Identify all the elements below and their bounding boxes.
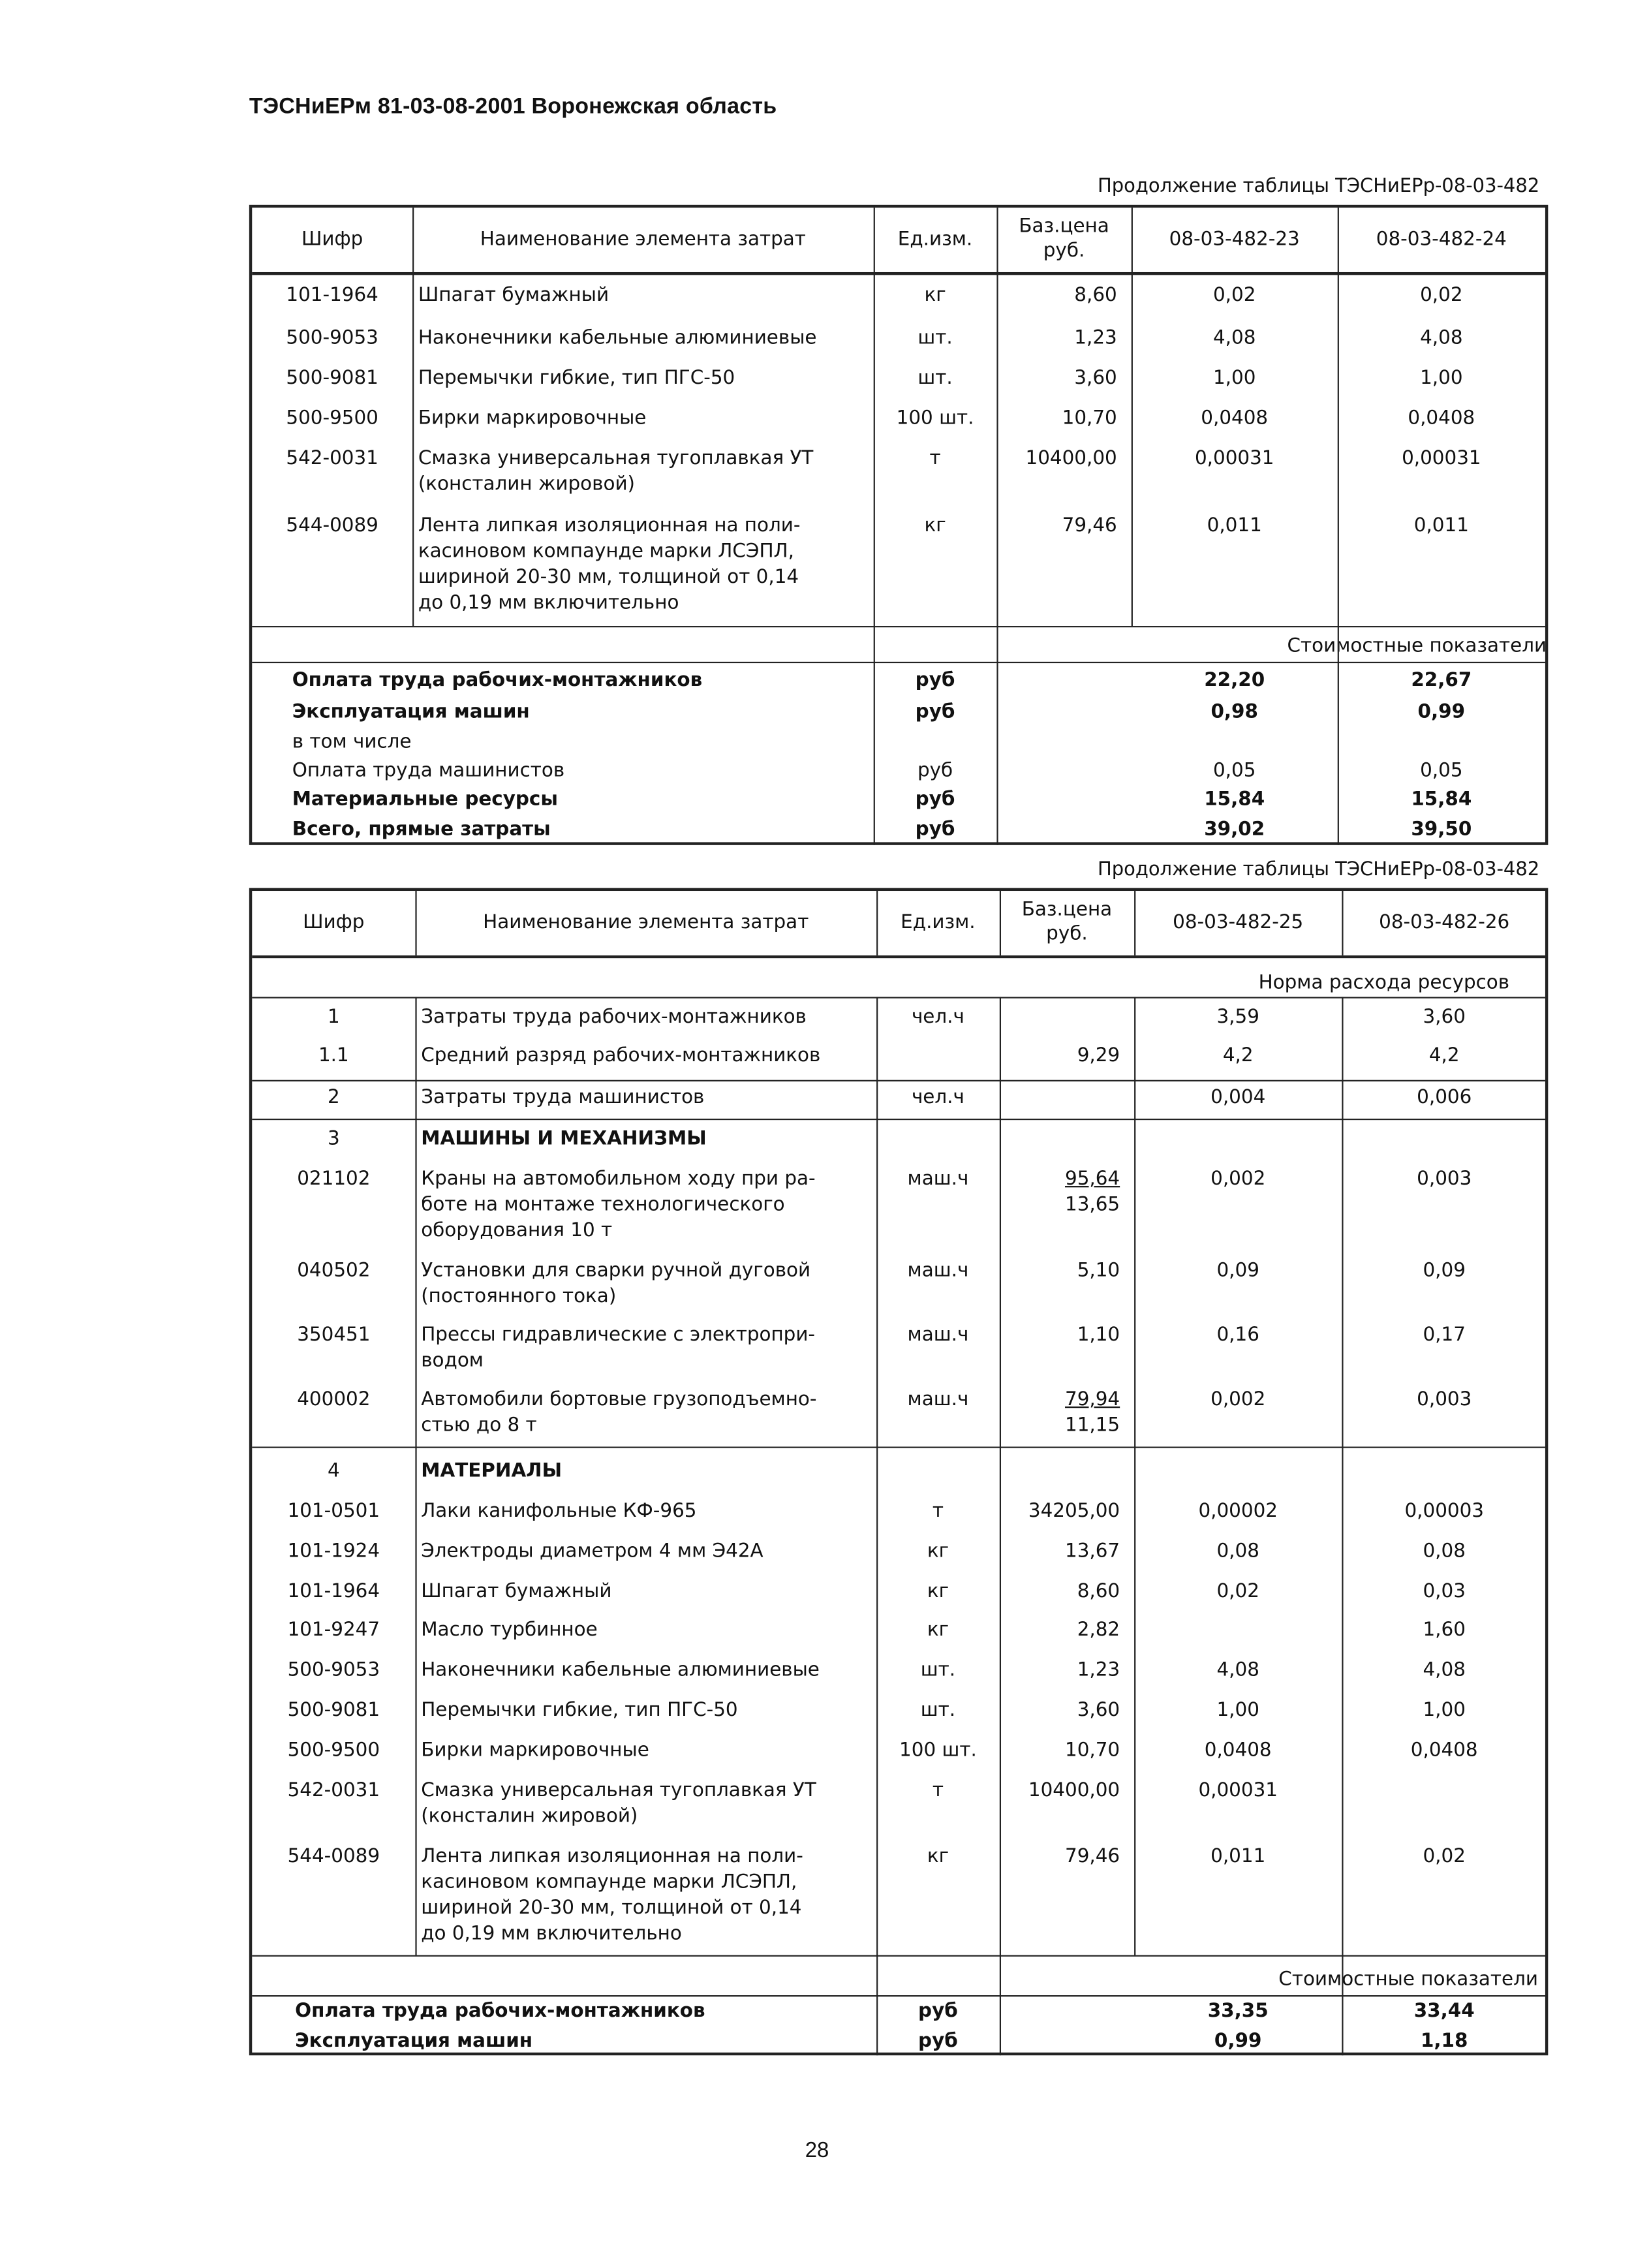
- summary-unit: руб: [915, 819, 955, 841]
- row-code: 500-9053: [286, 328, 378, 350]
- summary-unit: руб: [918, 2000, 958, 2023]
- row-base-price: 10,70: [1065, 1740, 1120, 1762]
- summary-value-a: 15,84: [1204, 789, 1265, 811]
- summary-value-b: 15,84: [1411, 789, 1472, 811]
- row-value-a: 0,011: [1210, 1846, 1266, 1868]
- row-name-line: Лента липкая изоляционная на поли-: [421, 1846, 803, 1868]
- row-value-b: 1,00: [1420, 368, 1463, 390]
- row-value-b: 0,003: [1417, 1389, 1472, 1411]
- row-name: Наконечники кабельные алюминиевые: [421, 1660, 820, 1682]
- summary-value-a: 22,20: [1204, 670, 1265, 692]
- rule: [876, 997, 878, 2055]
- row-code: 500-9081: [287, 1700, 380, 1722]
- row-unit: шт.: [917, 368, 953, 390]
- row-unit: кг: [927, 1581, 949, 1603]
- summary-value-a: 0,05: [1212, 760, 1256, 783]
- row-base-price: 3,60: [1074, 368, 1117, 390]
- row-value-a: 0,0408: [1204, 1740, 1272, 1762]
- row-name-line: Смазка универсальная тугоплавкая УТ: [418, 448, 814, 470]
- row-value-b: 4,08: [1423, 1660, 1466, 1682]
- row-value-b: 0,0408: [1408, 408, 1475, 430]
- row-name-line: Автомобили бортовые грузоподъемно-: [421, 1389, 817, 1411]
- row-name: Затраты труда рабочих-монтажников: [421, 1006, 807, 1029]
- row-base-price: 10400,00: [1028, 1780, 1120, 1802]
- row-name: Шпагат бумажный: [421, 1581, 612, 1603]
- summary-value-b: 0,99: [1417, 702, 1466, 724]
- row-base-price-secondary: 11,15: [1065, 1415, 1120, 1437]
- row-value-b: 0,00003: [1404, 1500, 1484, 1523]
- rule: [996, 208, 998, 845]
- col-header-a: 08-03-482-25: [1173, 912, 1304, 934]
- row-value-b: 0,02: [1423, 1846, 1466, 1868]
- cost-section-rule: [252, 1955, 1545, 1957]
- row-value-b: 4,08: [1420, 328, 1463, 350]
- row-name-line: Краны на автомобильном ходу при ра-: [421, 1168, 816, 1190]
- row-code: 101-1964: [286, 285, 378, 307]
- row-value-a: 4,08: [1216, 1660, 1259, 1682]
- row-code: 500-9081: [286, 368, 378, 390]
- row-name-line: Установки для сварки ручной дуговой: [421, 1260, 811, 1282]
- summary-value-b: 33,44: [1413, 2000, 1475, 2023]
- row-unit: кг: [927, 1620, 949, 1641]
- rule: [415, 997, 416, 1955]
- col-header-b: 08-03-482-26: [1379, 912, 1510, 934]
- col-header-name: Наименование элемента затрат: [480, 229, 806, 251]
- summary-value-b: 22,67: [1411, 670, 1472, 692]
- row-unit: 100 шт.: [899, 1740, 977, 1762]
- row-code: 4: [327, 1461, 340, 1483]
- cost-heading-rule: [252, 662, 1545, 663]
- row-unit: чел.ч: [911, 1006, 964, 1029]
- col-header-code: Шифр: [303, 912, 365, 934]
- section-heading: МАТЕРИАЛЫ: [421, 1461, 563, 1483]
- row-base-price: 34205,00: [1028, 1500, 1120, 1523]
- row-unit: шт.: [920, 1700, 956, 1722]
- row-value-b: 0,00031: [1402, 448, 1481, 470]
- row-unit: кг: [924, 516, 946, 537]
- table2-continuation-caption: Продолжение таблицы ТЭСНиЕРр-08-03-482: [1098, 859, 1540, 881]
- row-value-a: 0,02: [1212, 285, 1256, 307]
- row-code: 542-0031: [286, 448, 378, 470]
- row-value-a: 0,002: [1210, 1168, 1266, 1190]
- summary-value-a: 33,35: [1207, 2000, 1269, 2023]
- col-header-unit: Ед.изм.: [897, 229, 973, 251]
- rule: [1342, 997, 1343, 2055]
- row-value-a: 3,59: [1216, 1006, 1259, 1029]
- row-name: Наконечники кабельные алюминиевые: [418, 328, 817, 350]
- row-name: Шпагат бумажный: [418, 285, 609, 307]
- rule: [1134, 997, 1135, 1955]
- rule: [415, 891, 416, 955]
- row-value-a: 4,08: [1212, 328, 1256, 350]
- row-base-price: 3,60: [1077, 1700, 1120, 1722]
- summary-label: Оплата труда машинистов: [292, 760, 565, 783]
- row-name-line: до 0,19 мм включительно: [421, 1923, 682, 1946]
- row-code: 3: [327, 1128, 340, 1151]
- summary-label: Оплата труда рабочих-монтажников: [295, 2000, 705, 2023]
- row-code: 500-9500: [287, 1740, 380, 1762]
- rule: [1000, 891, 1001, 955]
- col-header-price-line1: Баз.цена: [1019, 216, 1109, 238]
- page-number: 28: [805, 2138, 829, 2163]
- row-code: 1: [327, 1006, 340, 1029]
- row-value-b: 0,17: [1423, 1324, 1466, 1346]
- row-name: Средний разряд рабочих-монтажников: [421, 1046, 821, 1067]
- group-rule: [252, 1447, 1545, 1448]
- row-code: 544-0089: [287, 1846, 380, 1868]
- row-name: Масло турбинное: [421, 1620, 598, 1641]
- summary-value-a: 39,02: [1204, 819, 1265, 841]
- row-unit: кг: [927, 1846, 949, 1868]
- summary-label: Эксплуатация машин: [292, 702, 530, 724]
- row-value-b: 0,003: [1417, 1168, 1472, 1190]
- row-name-line: шириной 20-30 мм, толщиной от 0,14: [421, 1897, 802, 1919]
- row-value-a: 0,00031: [1194, 448, 1274, 470]
- row-unit: маш.ч: [907, 1260, 969, 1282]
- row-name-line: (постоянного тока): [421, 1286, 617, 1308]
- row-unit: чел.ч: [911, 1087, 964, 1109]
- col-header-b: 08-03-482-24: [1376, 229, 1507, 251]
- row-name: Электроды диаметром 4 мм Э42А: [421, 1541, 763, 1563]
- row-name-line: (консталин жировой): [418, 474, 636, 496]
- row-name-line: оборудования 10 т: [421, 1220, 613, 1242]
- cost-section-rule: [252, 626, 1545, 627]
- row-value-b: 0,02: [1420, 285, 1463, 307]
- row-code: 500-9053: [287, 1660, 380, 1682]
- row-unit: кг: [927, 1541, 949, 1563]
- summary-label: Всего, прямые затраты: [292, 819, 551, 841]
- summary-unit: руб: [915, 670, 955, 692]
- row-value-a: 0,08: [1216, 1541, 1259, 1563]
- row-name-line: Лента липкая изоляционная на поли-: [418, 516, 801, 537]
- section-heading: МАШИНЫ И МЕХАНИЗМЫ: [421, 1128, 707, 1151]
- table2-norm-heading: Норма расхода ресурсов: [1258, 972, 1510, 995]
- row-base-price-secondary: 13,65: [1065, 1194, 1120, 1217]
- header-rule: [252, 272, 1545, 275]
- row-base-price: 8,60: [1077, 1581, 1120, 1603]
- row-base-price: 9,29: [1077, 1046, 1120, 1067]
- row-name-line: (консталин жировой): [421, 1806, 638, 1828]
- table2-cost-heading: Стоимостные показатели: [1278, 1969, 1538, 1991]
- row-value-a: 4,2: [1222, 1046, 1254, 1067]
- row-base-price: 8,60: [1074, 285, 1117, 307]
- rule: [412, 208, 414, 626]
- row-value-a: 1,00: [1216, 1700, 1259, 1722]
- row-unit: т: [929, 448, 941, 470]
- document-header: ТЭСНиЕРм 81-03-08-2001 Воронежская область: [249, 94, 777, 119]
- row-base-price: 10,70: [1062, 408, 1117, 430]
- rule: [1000, 997, 1001, 2055]
- row-name-line: шириной 20-30 мм, толщиной от 0,14: [418, 567, 799, 589]
- row-code: 040502: [297, 1260, 371, 1282]
- row-value-a: 0,00002: [1198, 1500, 1278, 1523]
- summary-unit: руб: [918, 2030, 958, 2053]
- table1-cost-heading: Стоимостные показатели: [1287, 636, 1547, 658]
- col-header-price-line2: руб.: [1043, 240, 1085, 262]
- row-value-b: 3,60: [1423, 1006, 1466, 1029]
- row-unit: шт.: [920, 1660, 956, 1682]
- row-value-a: 0,16: [1216, 1324, 1259, 1346]
- row-name-line: водом: [421, 1350, 484, 1373]
- row-base-price: 95,64: [1065, 1168, 1120, 1190]
- row-code: 544-0089: [286, 516, 378, 537]
- rule: [1338, 208, 1339, 845]
- row-code: 1.1: [318, 1046, 349, 1067]
- row-unit: 100 шт.: [896, 408, 974, 430]
- row-code: 021102: [297, 1168, 371, 1190]
- group-rule: [252, 1119, 1545, 1120]
- norm-heading-rule: [252, 997, 1545, 998]
- row-value-b: 0,03: [1423, 1581, 1466, 1603]
- rule: [1342, 891, 1343, 955]
- row-value-a: 0,00031: [1198, 1780, 1278, 1802]
- summary-value-b: 39,50: [1411, 819, 1472, 841]
- group-rule: [252, 1080, 1545, 1081]
- row-base-price: 79,46: [1065, 1846, 1120, 1868]
- col-header-a: 08-03-482-23: [1169, 229, 1300, 251]
- row-unit: т: [932, 1780, 944, 1802]
- summary-unit: руб: [915, 702, 955, 724]
- row-code: 101-0501: [287, 1500, 380, 1523]
- summary-value-b: 1,18: [1420, 2030, 1468, 2053]
- row-value-a: 0,004: [1210, 1087, 1266, 1109]
- rule: [876, 891, 878, 955]
- row-name-line: касиновом компаунде марки ЛСЭПЛ,: [421, 1872, 797, 1894]
- summary-label: в том числе: [292, 732, 412, 754]
- row-value-b: 0,0408: [1410, 1740, 1478, 1762]
- summary-value-a: 0,98: [1210, 702, 1258, 724]
- row-name-line: стью до 8 т: [421, 1415, 537, 1437]
- row-name: Перемычки гибкие, тип ПГС-50: [418, 368, 735, 390]
- row-name: Бирки маркировочные: [421, 1740, 649, 1762]
- row-name: Лаки канифольные КФ-965: [421, 1500, 697, 1523]
- row-base-price: 5,10: [1077, 1260, 1120, 1282]
- row-unit: маш.ч: [907, 1168, 969, 1190]
- row-value-b: 0,006: [1417, 1087, 1472, 1109]
- summary-unit: руб: [915, 789, 955, 811]
- row-unit: маш.ч: [907, 1389, 969, 1411]
- col-header-name: Наименование элемента затрат: [483, 912, 809, 934]
- row-name-line: боте на монтаже технологического: [421, 1194, 785, 1217]
- row-code: 2: [327, 1087, 340, 1109]
- col-header-code: Шифр: [301, 229, 363, 251]
- resource-table-1: [249, 205, 1548, 845]
- summary-value-a: 0,99: [1214, 2030, 1262, 2053]
- col-header-price-line2: руб.: [1046, 924, 1088, 946]
- summary-label: Материальные ресурсы: [292, 789, 558, 811]
- table1-continuation-caption: Продолжение таблицы ТЭСНиЕРр-08-03-482: [1098, 176, 1540, 198]
- row-name: Перемычки гибкие, тип ПГС-50: [421, 1700, 738, 1722]
- row-name: Затраты труда машинистов: [421, 1087, 705, 1109]
- row-value-b: 0,011: [1413, 516, 1469, 537]
- row-name-line: до 0,19 мм включительно: [418, 593, 679, 615]
- row-base-price: 1,23: [1077, 1660, 1120, 1682]
- row-value-b: 1,60: [1423, 1620, 1466, 1641]
- col-header-unit: Ед.изм.: [901, 912, 976, 934]
- summary-label: Оплата труда рабочих-монтажников: [292, 670, 703, 692]
- row-value-a: 0,0408: [1201, 408, 1269, 430]
- row-name-line: Прессы гидравлические с электропри-: [421, 1324, 816, 1346]
- rule: [874, 208, 875, 845]
- row-unit: шт.: [917, 328, 953, 350]
- row-base-price: 1,23: [1074, 328, 1117, 350]
- row-name-line: Смазка универсальная тугоплавкая УТ: [421, 1780, 816, 1802]
- row-value-a: 0,02: [1216, 1581, 1259, 1603]
- row-unit: маш.ч: [907, 1324, 969, 1346]
- row-base-price: 2,82: [1077, 1620, 1120, 1641]
- row-name-line: касиновом компаунде марки ЛСЭПЛ,: [418, 541, 794, 563]
- row-base-price: 79,46: [1062, 516, 1117, 537]
- row-unit: кг: [924, 285, 946, 307]
- row-base-price: 10400,00: [1025, 448, 1117, 470]
- row-code: 400002: [297, 1389, 371, 1411]
- row-name: Бирки маркировочные: [418, 408, 647, 430]
- summary-label: Эксплуатация машин: [295, 2030, 533, 2053]
- row-code: 101-1924: [287, 1541, 380, 1563]
- row-unit: т: [932, 1500, 944, 1523]
- summary-unit: руб: [917, 760, 953, 783]
- row-code: 542-0031: [287, 1780, 380, 1802]
- row-code: 101-9247: [287, 1620, 380, 1641]
- summary-value-b: 0,05: [1420, 760, 1463, 783]
- row-value-b: 0,09: [1423, 1260, 1466, 1282]
- col-header-price-line1: Баз.цена: [1021, 899, 1113, 922]
- row-base-price: 1,10: [1077, 1324, 1120, 1346]
- rule: [1134, 891, 1135, 955]
- row-code: 350451: [297, 1324, 371, 1346]
- row-value-b: 0,08: [1423, 1541, 1466, 1563]
- row-base-price: 13,67: [1065, 1541, 1120, 1563]
- row-value-a: 0,09: [1216, 1260, 1259, 1282]
- header-rule: [252, 955, 1545, 958]
- row-base-price: 79,94: [1065, 1389, 1120, 1411]
- rule: [1132, 208, 1133, 626]
- row-value-b: 1,00: [1423, 1700, 1466, 1722]
- row-value-a: 0,002: [1210, 1389, 1266, 1411]
- row-value-a: 1,00: [1212, 368, 1256, 390]
- row-code: 101-1964: [287, 1581, 380, 1603]
- resource-table-2: [249, 888, 1548, 2056]
- row-value-a: 0,011: [1207, 516, 1262, 537]
- row-code: 500-9500: [286, 408, 378, 430]
- row-value-b: 4,2: [1428, 1046, 1460, 1067]
- cost-heading-rule: [252, 1995, 1545, 1996]
